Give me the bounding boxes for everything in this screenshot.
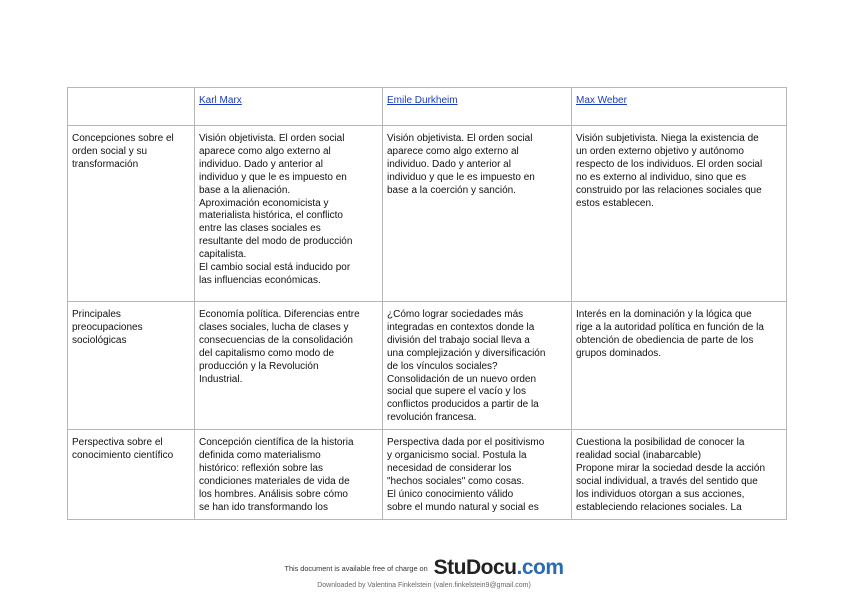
table-cell: Economía política. Diferencias entre clases sociales, lucha de clases y consecuencias de la consolidación del capitalismo como modo de producción y la Revolución Industrial.	[195, 302, 383, 430]
table-row	[68, 430, 787, 519]
table-cell: Visión objetivista. El orden social aparece como algo externo al individuo. Dado y anterior al individuo y que le es impuesto en base a la alienación. Aproximación economicista y materialista histórica, el conflicto entre las clases sociales es resultante del modo de producción capitalista. El cambio social está inducido por las influencias económicas.	[195, 126, 383, 302]
comparison-table	[67, 87, 787, 520]
header-cell-weber	[572, 88, 787, 126]
row-label: Principales preocupaciones sociológicas	[68, 302, 195, 430]
table-cell: Perspectiva dada por el positivismo y organicismo social. Postula la necesidad de considerar los "hechos sociales" como cosas. El único conocimiento válido sobre el mundo natural y social es	[383, 430, 572, 519]
table-row	[68, 126, 787, 302]
studocu-logo[interactable]	[434, 556, 564, 580]
header-cell-durkheim	[383, 88, 572, 126]
table-cell: Visión objetivista. El orden social aparece como algo externo al individuo. Dado y anterior al individuo y que le es impuesto en base a la coerción y sanción.	[383, 126, 572, 302]
table-cell: Interés en la dominación y la lógica que rige a la autoridad política en función de la obtención de obediencia de parte de los grupos dominados.	[572, 302, 787, 430]
availability-note: This document is available free of charge on	[284, 563, 428, 573]
download-note: Downloaded by Valentina Finkelstein (valen.finkelstein9@gmail.com)	[317, 582, 531, 589]
header-cell-marx	[195, 88, 383, 126]
header-empty-cell	[68, 88, 195, 126]
author-link-durkheim[interactable]: Emile Durkheim	[387, 95, 458, 106]
author-link-marx[interactable]: Karl Marx	[199, 95, 242, 106]
table-header-row	[68, 88, 787, 126]
row-label: Concepciones sobre el orden social y su transformación	[68, 126, 195, 302]
table-cell: ¿Cómo lograr sociedades más integradas en contextos donde la división del trabajo social lleva a una complejización y diversificación de los vínculos sociales? Consolidación de un nuevo orden social que supere el vacío y los conflictos producidos a partir de la revolución francesa.	[383, 302, 572, 430]
table-cell: Concepción científica de la historia definida como materialismo histórico: reflexión sobre las condiciones materiales de vida de los hombres. Análisis sobre cómo se han ido transformando los	[195, 430, 383, 519]
row-label: Perspectiva sobre el conocimiento científico	[68, 430, 195, 519]
author-link-weber[interactable]: Max Weber	[576, 95, 627, 106]
logo-domain: .com	[516, 556, 564, 579]
table-cell: Visión subjetivista. Niega la existencia de un orden externo objetivo y autónomo respecto de los individuos. El orden social no es externo al individuo, sino que es construido por las relaciones sociales que estos establecen.	[572, 126, 787, 302]
page-footer	[0, 556, 848, 589]
table-cell: Cuestiona la posibilidad de conocer la realidad social (inabarcable) Propone mirar la sociedad desde la acción social individual, a través del sentido que los individuos otorgan a sus acciones, estableciendo relaciones sociales. La	[572, 430, 787, 519]
table-row	[68, 302, 787, 430]
logo-text: StuDocu	[433, 556, 517, 579]
footer-availability-line	[0, 556, 848, 580]
